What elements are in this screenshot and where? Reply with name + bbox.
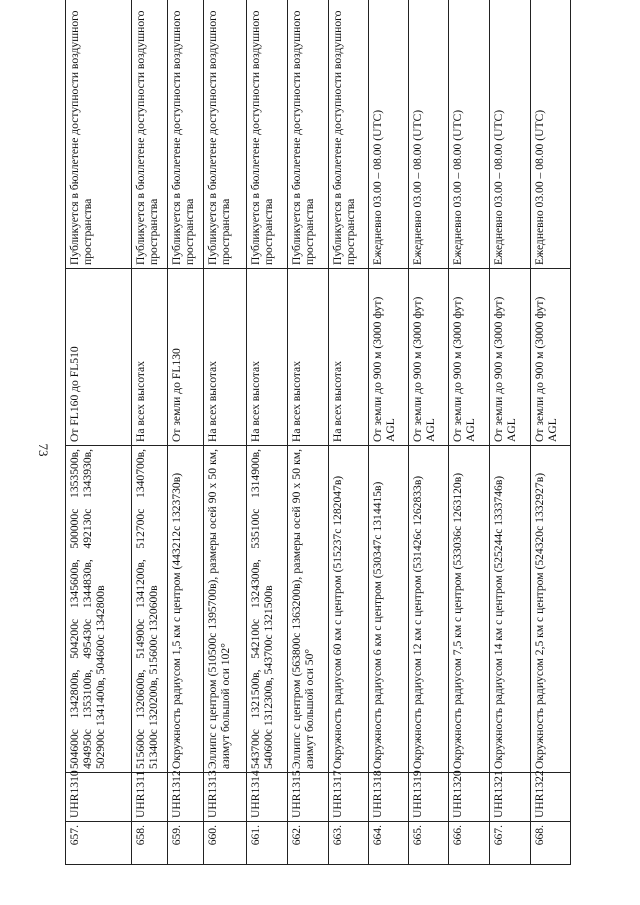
zone-area: 543700с 1321500в, 542100с 1324300в, 535100с 1314900в, 540600с 1312300в, 543700с 1321500в: [247, 446, 288, 773]
zone-area: Эллипс с центром (563800с 1363200в), размеры осей 90 х 50 км, азимут большой оси 50°: [288, 446, 329, 773]
row-number: 663.: [329, 822, 369, 865]
zone-area: Окружность радиусом 6 км с центром (530347с 1314415в): [369, 446, 409, 773]
zone-time: Ежедневно 03.00 – 08.00 (UTC): [369, 0, 409, 269]
zone-code: UHR1319: [409, 773, 449, 822]
zone-area: Окружность радиусом 60 км с центром (515237с 1282047в): [329, 446, 369, 773]
row-number: 667.: [490, 822, 531, 865]
table-row: [168, 0, 204, 865]
zone-altitude: На всех высотах: [329, 269, 369, 446]
zone-time: Ежедневно 03.00 – 08.00 (UTC): [490, 0, 531, 269]
table-row: [369, 0, 409, 865]
table-row: [449, 0, 490, 865]
zone-time: Ежедневно 03.00 – 08.00 (UTC): [449, 0, 490, 269]
zone-altitude: На всех высотах: [204, 269, 247, 446]
zone-time: Публикуется в бюллетене доступности воздушного пространства: [204, 0, 247, 269]
zone-time: Публикуется в бюллетене доступности воздушного пространства: [247, 0, 288, 269]
zone-code: UHR1312: [168, 773, 204, 822]
zone-time: Ежедневно 03.00 – 08.00 (UTC): [409, 0, 449, 269]
zone-area: Эллипс с центром (510500с 1395700в), размеры осей 90 х 50 км, азимут большой оси 102°: [204, 446, 247, 773]
row-number: 658.: [132, 822, 168, 865]
zone-code: UHR1318: [369, 773, 409, 822]
zone-code: UHR1311: [132, 773, 168, 822]
zone-code: UHR1322: [531, 773, 571, 822]
rotated-table-container: [65, 10, 572, 865]
row-number: 660.: [204, 822, 247, 865]
table-row: [409, 0, 449, 865]
zone-area: Окружность радиусом 12 км с центром (531426с 1262833в): [409, 446, 449, 773]
zone-code: UHR1315: [288, 773, 329, 822]
row-number: 657.: [66, 822, 132, 865]
zone-altitude: От FL160 до FL510: [66, 269, 132, 446]
zone-area: Окружность радиусом 7,5 км с центром (533036с 1263120в): [449, 446, 490, 773]
row-number: 662.: [288, 822, 329, 865]
zone-area: Окружность радиусом 14 км с центром (525244с 1333746в): [490, 446, 531, 773]
row-number: 668.: [531, 822, 571, 865]
table-row: [288, 0, 329, 865]
row-number: 659.: [168, 822, 204, 865]
table-row: [204, 0, 247, 865]
zone-altitude: От земли до 900 м (3000 фут) AGL: [409, 269, 449, 446]
table-row: [247, 0, 288, 865]
zone-time: Публикуется в бюллетене доступности воздушного пространства: [66, 0, 132, 269]
zone-time: Публикуется в бюллетене доступности воздушного пространства: [168, 0, 204, 269]
zone-time: Публикуется в бюллетене доступности воздушного пространства: [288, 0, 329, 269]
row-number: 665.: [409, 822, 449, 865]
zone-code: UHR1313: [204, 773, 247, 822]
airspace-table: [65, 0, 571, 865]
zone-code: UHR1317: [329, 773, 369, 822]
zone-altitude: На всех высотах: [132, 269, 168, 446]
zone-area: Окружность радиусом 2,5 км с центром (524320с 1332927в): [531, 446, 571, 773]
zone-code: UHR1314: [247, 773, 288, 822]
zone-altitude: От земли до 900 м (3000 фут) AGL: [449, 269, 490, 446]
table-row: [66, 0, 132, 865]
row-number: 664.: [369, 822, 409, 865]
table-row: [329, 0, 369, 865]
zone-code: UHR1320: [449, 773, 490, 822]
zone-altitude: От земли до 900 м (3000 фут) AGL: [490, 269, 531, 446]
row-number: 666.: [449, 822, 490, 865]
zone-area: Окружность радиусом 1,5 км с центром (443212с 1323730в): [168, 446, 204, 773]
table-row: [531, 0, 571, 865]
page-number: 73: [36, 443, 51, 457]
airspace-table-body: [66, 0, 571, 865]
zone-altitude: От земли до FL130: [168, 269, 204, 446]
zone-area: 504600с 1342800в, 504200с 1345600в, 500000с 1353500в, 494950с 1353100в, 495430с 1344830в, 492130с 1343930в, 502900с 1341400в, 504600с 1342800в: [66, 446, 132, 773]
zone-altitude: На всех высотах: [247, 269, 288, 446]
zone-altitude: От земли до 900 м (3000 фут) AGL: [531, 269, 571, 446]
zone-area: 515600с 1320600в, 514900с 1341200в, 512700с 1340700в, 513400с 1320200в, 515600с 1320600в: [132, 446, 168, 773]
row-number: 661.: [247, 822, 288, 865]
zone-altitude: На всех высотах: [288, 269, 329, 446]
table-row: [132, 0, 168, 865]
zone-code: UHR1310: [66, 773, 132, 822]
zone-time: Публикуется в бюллетене доступности воздушного пространства: [132, 0, 168, 269]
table-row: [490, 0, 531, 865]
zone-altitude: От земли до 900 м (3000 фут) AGL: [369, 269, 409, 446]
zone-code: UHR1321: [490, 773, 531, 822]
zone-time: Ежедневно 03.00 – 08.00 (UTC): [531, 0, 571, 269]
zone-time: Публикуется в бюллетене доступности воздушного пространства: [329, 0, 369, 269]
